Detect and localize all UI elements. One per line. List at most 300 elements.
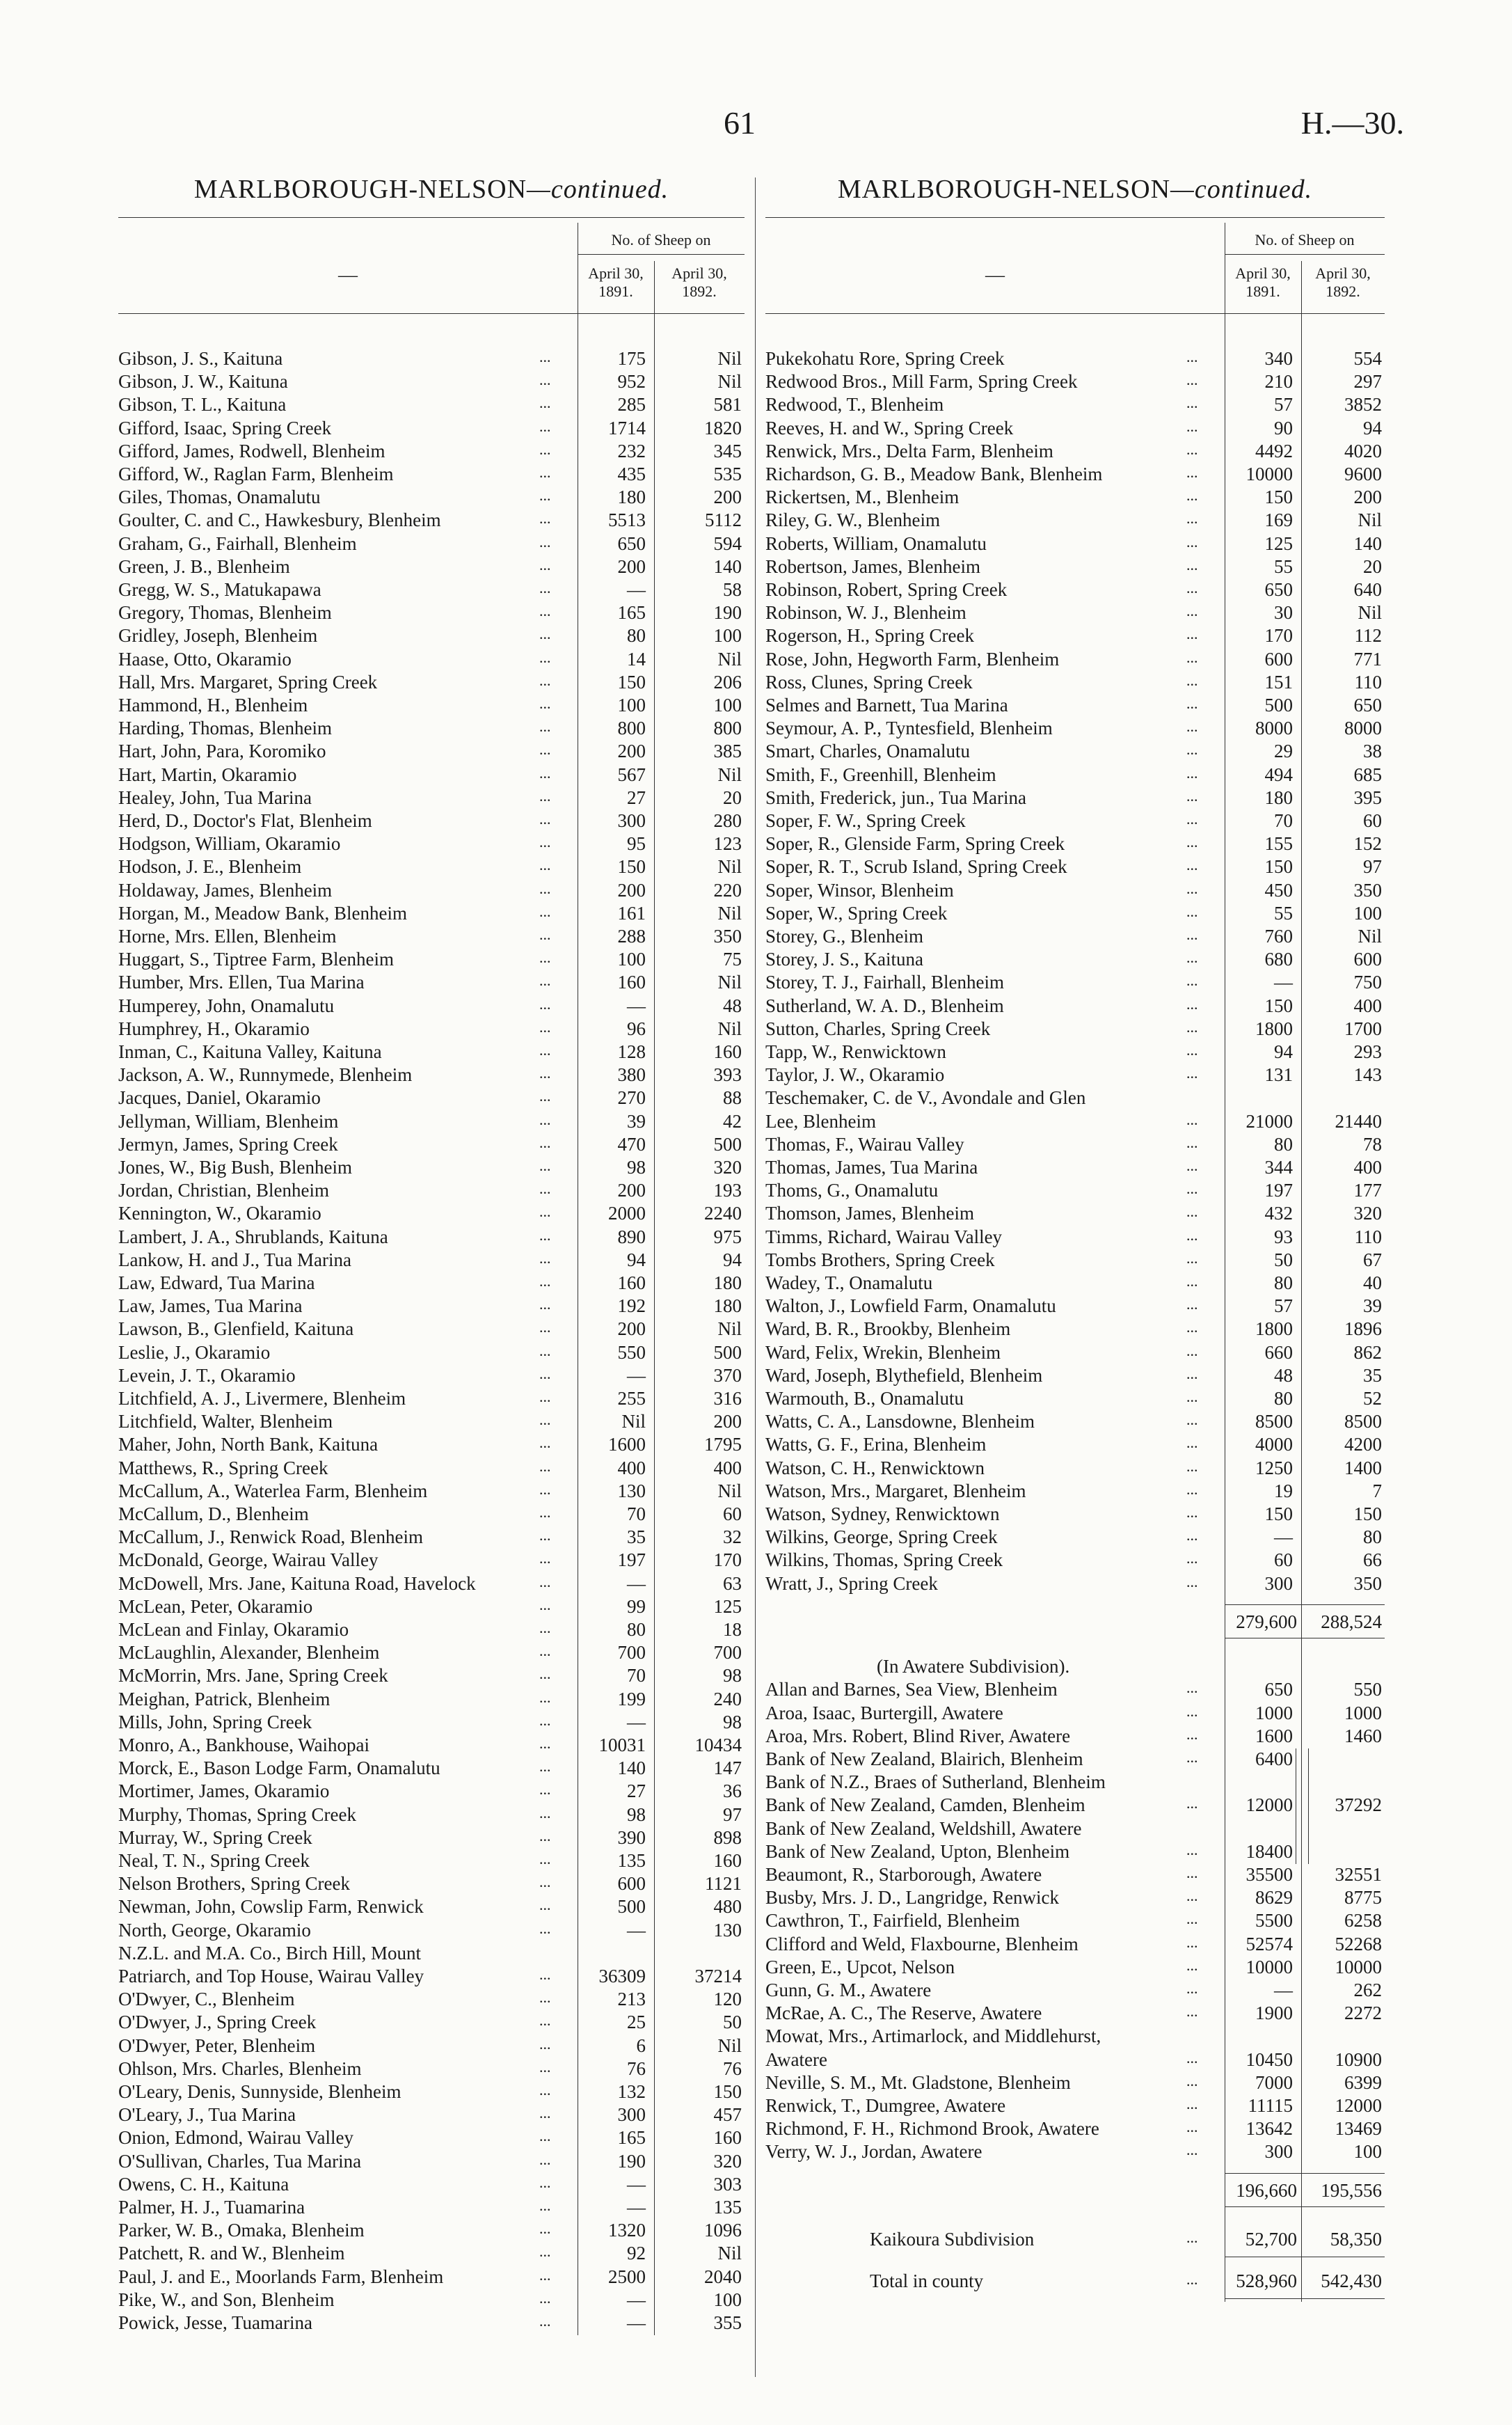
leader-dots: ... [539,2289,551,2307]
right-row [765,1249,1385,1272]
header-bottom-rule [118,313,745,314]
leader-dots: ... [539,902,551,920]
value-1891: 95 [627,833,646,855]
entry-name: Owens, C. H., Kaituna [118,2173,289,2195]
entry-name: Robertson, James, Blenheim [765,555,980,577]
value-1892: Nil [717,648,742,670]
value-1891: 160 [617,972,646,993]
right-row [765,903,1385,926]
leader-dots: ... [1186,1041,1198,1059]
left-row [118,2081,745,2104]
entry-name: Ross, Clunes, Spring Creek [765,671,973,693]
value-1891: 270 [617,1087,646,1109]
left-row [118,1596,745,1619]
leader-dots: ... [539,1110,551,1128]
leader-dots: ... [1186,787,1198,805]
leader-dots: ... [539,1180,551,1198]
entry-name: Redwood Bros., Mill Farm, Spring Creek [765,371,1078,393]
leader-dots: ... [539,1780,551,1799]
left-row [118,810,745,833]
left-row [118,2104,745,2127]
left-row [118,1365,745,1388]
value-1892: 52 [1363,1388,1382,1409]
value-1891: 288 [617,926,646,947]
entry-name: Hodgson, William, Okaramio [118,833,341,855]
left-row [118,441,745,464]
leader-dots: ... [1186,764,1198,782]
entry-name: Beaumont, R., Starborough, Awatere [765,1863,1042,1885]
right-row [765,1111,1385,1134]
header-group-label: No. of Sheep on [1255,231,1355,248]
leader-dots: ... [539,856,551,874]
right-row [765,1342,1385,1365]
value-1892: Nil [717,1318,742,1340]
entry-name: Richmond, F. H., Richmond Brook, Awatere [765,2118,1099,2140]
entry-name: Bank of New Zealand, Blairich, Blenheim [765,1748,1083,1769]
value-1891: 55 [1274,555,1293,577]
value-1892: 52268 [1335,1933,1382,1954]
leader-dots: ... [1186,1503,1198,1521]
leader-dots: ... [539,602,551,620]
section-title-suffix: —continued. [1170,175,1313,204]
value-1892: 385 [713,741,742,762]
value-1891: 11115 [1248,2094,1293,2116]
leader-dots: ... [1186,487,1198,505]
left-row [118,487,745,510]
entry-name: McLean, Peter, Okaramio [118,1595,313,1617]
entry-name: McRae, A. C., The Reserve, Awatere [765,2003,1042,2024]
left-row [118,672,745,695]
awatere-row [765,1679,1385,1702]
value-1891: 132 [617,2081,646,2102]
value-1891: 567 [617,764,646,785]
left-row [118,1689,745,1712]
leader-dots: ... [1186,1295,1198,1313]
value-1892: 320 [713,1157,742,1178]
value-1892: 370 [713,1364,742,1386]
value-1891: 200 [617,555,646,577]
left-row [118,1480,745,1503]
entry-name: Green, J. B., Blenheim [118,555,290,577]
value-1892: 80 [1363,1526,1382,1548]
value-1892: Nil [717,764,742,785]
leader-dots: ... [539,487,551,505]
entry-name: Jermyn, James, Spring Creek [118,1133,338,1155]
value-1891: 39 [627,1110,646,1132]
left-row [118,1111,745,1134]
value-1891: 80 [1274,1272,1293,1293]
value-1892: 180 [713,1295,742,1317]
value-1892: 4020 [1344,440,1382,461]
value-1892: 554 [1353,348,1382,369]
entry-name: Haase, Otto, Okaramio [118,648,292,670]
value-1891: 140 [617,1757,646,1779]
value-1892: 350 [1353,879,1382,901]
entry-name: Gibson, J. W., Kaituna [118,371,288,393]
entry-name: Murphy, Thomas, Spring Creek [118,1803,356,1825]
value-1892: 480 [713,1896,742,1918]
entry-name: Graham, G., Fairhall, Blenheim [118,532,357,554]
value-1892: 100 [1353,902,1382,924]
entry-name: Harding, Thomas, Blenheim [118,718,332,739]
entry-name: Bank of New Zealand, Upton, Blenheim [765,1840,1070,1862]
value-1891: 130 [617,1480,646,1501]
value-1892: 36 [723,1780,742,1802]
entry-name: Thomson, James, Blenheim [765,1203,974,1224]
entry-name: Thoms, G., Onamalutu [765,1180,939,1201]
entry-name: Soper, W., Spring Creek [765,902,948,924]
value-1891: 190 [617,2150,646,2172]
left-row [118,949,745,972]
value-1892: 112 [1354,625,1382,647]
leader-dots: ... [1186,1341,1198,1359]
value-1892: 345 [713,440,742,461]
leader-dots: ... [1186,1679,1198,1697]
value-1892: 98 [723,1665,742,1687]
value-1892: 32 [723,1526,742,1548]
leader-dots: ... [1186,1272,1198,1290]
leader-dots: ... [1186,2270,1198,2289]
section-title-text: MARLBOROUGH-NELSON [193,175,527,204]
value-1891: 344 [1264,1157,1293,1178]
entry-name: Palmer, H. J., Tuamarina [118,2197,305,2218]
leader-dots: ... [539,2127,551,2145]
kaikoura-label: Kaikoura Subdivision [870,2229,1035,2250]
value-1891: 151 [1264,671,1293,693]
left-row [118,926,745,949]
entry-name: Maher, John, North Bank, Kaituna [118,1434,379,1455]
value-1891: 169 [1264,510,1293,531]
left-row [118,1180,745,1203]
subtotal2-1892: 195,556 [1321,2179,1382,2201]
value-1891: 80 [1274,1133,1293,1155]
value-1892: 700 [713,1642,742,1664]
value-1891: 340 [1264,348,1293,369]
value-1891: 80 [1274,1388,1293,1409]
entry-name: O'Leary, J., Tua Marina [118,2104,296,2126]
leader-dots: ... [539,532,551,551]
value-1891: 8629 [1255,1887,1293,1909]
entry-name: Lawson, B., Glenfield, Kaituna [118,1318,354,1340]
entry-name: McCallum, J., Renwick Road, Blenheim [118,1526,423,1548]
entry-name: Sutherland, W. A. D., Blenheim [765,995,1004,1016]
leader-dots: ... [539,371,551,389]
leader-dots: ... [539,1595,551,1613]
left-row [118,394,745,417]
value-1891: 90 [1274,417,1293,439]
leader-dots: ... [1186,2094,1198,2112]
value-1891: 161 [617,902,646,924]
right-row [765,1064,1385,1087]
entry-name: McCallum, D., Blenheim [118,1503,309,1524]
county-total-label: Total in county [870,2270,984,2292]
left-row [118,2197,745,2220]
entry-name: Green, E., Upcot, Nelson [765,1956,955,1977]
value-1892: 594 [713,532,742,554]
right-rule-2 [1301,261,1302,2302]
leader-dots: ... [539,926,551,943]
leader-dots: ... [1186,902,1198,920]
value-1891: 380 [617,1064,646,1086]
awatere-row [765,2095,1385,2118]
left-row [118,371,745,394]
value-1891: 94 [1274,1041,1293,1062]
leader-dots: ... [539,2173,551,2191]
header-col-1891: April 30, 1891. [588,264,644,300]
value-1892: 2040 [704,2266,742,2287]
left-row [118,1458,745,1480]
entry-name: N.Z.L. and M.A. Co., Birch Hill, Mount [118,1942,421,1964]
entry-name: Taylor, J. W., Okaramio [765,1064,945,1086]
value-1892: 262 [1353,1979,1382,2000]
value-1891: 200 [617,1180,646,1201]
left-row [118,1665,745,1688]
leader-dots: ... [539,1272,551,1290]
entry-name: Allan and Barnes, Sea View, Blenheim [765,1679,1058,1700]
entry-name: Gregory, Thomas, Blenheim [118,602,332,624]
value-1891: 952 [617,371,646,393]
value-1891: 232 [617,440,646,461]
column-divider [755,177,756,2377]
value-1891: 1900 [1255,2003,1293,2024]
leader-dots: ... [539,1873,551,1891]
entry-name: Meighan, Patrick, Blenheim [118,1688,331,1709]
value-1892: 350 [1353,1572,1382,1594]
value-1892: 3852 [1344,394,1382,416]
entry-name: McLaughlin, Alexander, Blenheim [118,1642,380,1664]
value-1892: 100 [713,625,742,647]
awatere-heading: (In Awatere Subdivision). [877,1656,1070,1677]
value-1892: 1700 [1344,1018,1382,1039]
entry-name: Murray, W., Spring Creek [118,1826,312,1848]
entry-name: Gifford, W., Raglan Farm, Blenheim [118,464,394,484]
value-1892: 39 [1363,1295,1382,1317]
entry-name: Smart, Charles, Onamalutu [765,741,970,762]
county-total-1892: 542,430 [1321,2270,1382,2292]
leader-dots: ... [1186,1979,1198,1997]
value-1892: 640 [1353,579,1382,600]
entry-name: Giles, Thomas, Onamalutu [118,487,321,508]
left-row [118,2243,745,2266]
left-row [118,556,745,579]
entry-name: Thomas, James, Tua Marina [765,1157,978,1178]
value-1892: 60 [1363,810,1382,831]
value-1892: 581 [713,394,742,416]
leader-dots: ... [1186,741,1198,759]
value-1892: 38 [1363,741,1382,762]
leader-dots: ... [1186,1018,1198,1036]
value-1891: 150 [1264,856,1293,878]
subtotal-1892: 288,524 [1321,1611,1382,1632]
entry-name: Hall, Mrs. Margaret, Spring Creek [118,671,378,693]
header-top-rule [118,217,745,218]
county-total-1891: 528,960 [1236,2270,1297,2292]
value-1892: 800 [713,718,742,739]
value-1891: 100 [617,949,646,970]
value-1891: — [627,2289,646,2310]
right-row [765,1549,1385,1572]
entry-name: Jordan, Christian, Blenheim [118,1180,329,1201]
right-row [765,348,1385,371]
left-row [118,1411,745,1434]
value-1892: 240 [713,1688,742,1709]
value-1891: 70 [627,1503,646,1524]
value-1891: 435 [617,464,646,484]
value-1892: 42 [723,1110,742,1132]
document-reference: H.—30. [1300,105,1404,141]
value-1891: 13642 [1246,2118,1293,2140]
value-1891: — [627,1572,646,1594]
leader-dots: ... [1186,1572,1198,1590]
value-1891: 5500 [1255,1910,1293,1932]
value-1892: 160 [713,2127,742,2149]
leader-dots: ... [539,1341,551,1359]
awatere-row [765,1771,1385,1794]
left-row [118,418,745,441]
value-1891: 57 [1274,1295,1293,1317]
value-1891: 500 [617,1896,646,1918]
entry-name: Law, James, Tua Marina [118,1295,303,1317]
value-1891: 128 [617,1041,646,1062]
leader-dots: ... [1186,810,1198,828]
entry-name: O'Dwyer, J., Spring Creek [118,2012,317,2033]
left-row [118,1989,745,2012]
value-1892: 37214 [694,1966,742,1986]
value-1892: 1460 [1344,1725,1382,1746]
left-row [118,1503,745,1526]
left-row [118,1018,745,1041]
value-1892: 190 [713,602,742,624]
leader-dots: ... [539,1157,551,1174]
left-row [118,2058,745,2081]
page-number: 61 [724,105,756,141]
right-row [765,695,1385,718]
right-row [765,510,1385,532]
entry-name: Rogerson, H., Spring Creek [765,625,974,647]
entry-name: Patchett, R. and W., Blenheim [118,2243,345,2264]
leader-dots: ... [1186,648,1198,666]
entry-name: Ward, B. R., Brookby, Blenheim [765,1318,1011,1340]
left-row [118,1780,745,1803]
right-row [765,1157,1385,1180]
leader-dots: ... [1186,671,1198,689]
right-row [765,371,1385,394]
value-1891: 80 [627,1619,646,1640]
value-1891: 390 [617,1826,646,1848]
entry-name: Gifford, Isaac, Spring Creek [118,417,332,439]
value-1892: 193 [713,1180,742,1201]
left-row [118,1318,745,1341]
value-1891: 1800 [1255,1018,1293,1039]
value-1891: 600 [617,1873,646,1895]
value-1891: 199 [617,1688,646,1709]
value-1892: 500 [713,1341,742,1363]
entry-name: Law, Edward, Tua Marina [118,1272,315,1293]
entry-name: Soper, Winsor, Blenheim [765,879,954,901]
header-dash: — [338,264,358,286]
left-row [118,903,745,926]
right-row [765,787,1385,810]
entry-name: Gibson, T. L., Kaituna [118,394,287,416]
leader-dots: ... [539,625,551,643]
leader-dots: ... [539,1826,551,1845]
value-1892: 123 [713,833,742,855]
value-1892: 110 [1354,1226,1382,1247]
leader-dots: ... [1186,1064,1198,1082]
entry-name: Neal, T. N., Spring Creek [118,1850,310,1871]
leader-dots: ... [1186,972,1198,990]
awatere-row [765,1864,1385,1887]
right-row [765,1573,1385,1596]
value-1892: 7 [1372,1480,1382,1501]
right-row [765,833,1385,856]
value-1891: 197 [1264,1180,1293,1201]
value-1891: — [627,579,646,600]
leader-dots: ... [539,1041,551,1059]
right-row [765,1203,1385,1226]
left-row [118,1642,745,1665]
value-1892: 975 [713,1226,742,1247]
leader-dots: ... [539,1295,551,1313]
value-1892: 750 [1353,972,1382,993]
leader-dots: ... [539,2057,551,2076]
value-1891: 19 [1274,1480,1293,1501]
leader-dots: ... [539,1711,551,1729]
value-1891: 52574 [1246,1933,1293,1954]
entry-name: Jackson, A. W., Runnymede, Blenheim [118,1064,413,1086]
kaikoura-row [765,2229,1385,2252]
value-1892: 94 [723,1249,742,1270]
left-row [118,2312,745,2335]
left-row [118,1203,745,1226]
value-1891: 18400 [1246,1840,1293,1862]
value-1891: 890 [617,1226,646,1247]
entry-name: Gunn, G. M., Awatere [765,1979,932,2000]
leader-dots: ... [539,440,551,458]
entry-name: Jones, W., Big Bush, Blenheim [118,1157,353,1178]
awatere-row [765,1934,1385,1957]
value-1892: Nil [717,348,742,369]
left-row [118,1573,745,1596]
value-1891: 255 [617,1388,646,1409]
entry-name: Rickertsen, M., Blenheim [765,487,960,508]
value-1892: 600 [1353,949,1382,970]
header-col-1892: April 30, 1892. [671,264,727,300]
entry-name: Watson, Mrs., Margaret, Blenheim [765,1480,1026,1501]
left-row [118,2151,745,2174]
value-1891: 700 [617,1642,646,1664]
value-1891: 650 [1264,579,1293,600]
right-row [765,1411,1385,1434]
county-total-underline [1225,2298,1385,2299]
value-1892: 88 [723,1087,742,1109]
entry-name: Holdaway, James, Blenheim [118,879,333,901]
left-row [118,1827,745,1850]
value-1891: 1714 [608,417,646,439]
entry-name: Renwick, Mrs., Delta Farm, Blenheim [765,440,1053,461]
value-1891: 470 [617,1133,646,1155]
left-row [118,2012,745,2035]
value-1892: 160 [713,1041,742,1062]
value-1892: 180 [713,1272,742,1293]
value-1891: 8500 [1255,1411,1293,1432]
value-1891: 600 [1264,648,1293,670]
leader-dots: ... [1186,1133,1198,1151]
leader-dots: ... [1186,1318,1198,1336]
left-row [118,1804,745,1827]
right-row [765,718,1385,741]
header-col-1891: April 30, 1891. [1235,264,1291,300]
